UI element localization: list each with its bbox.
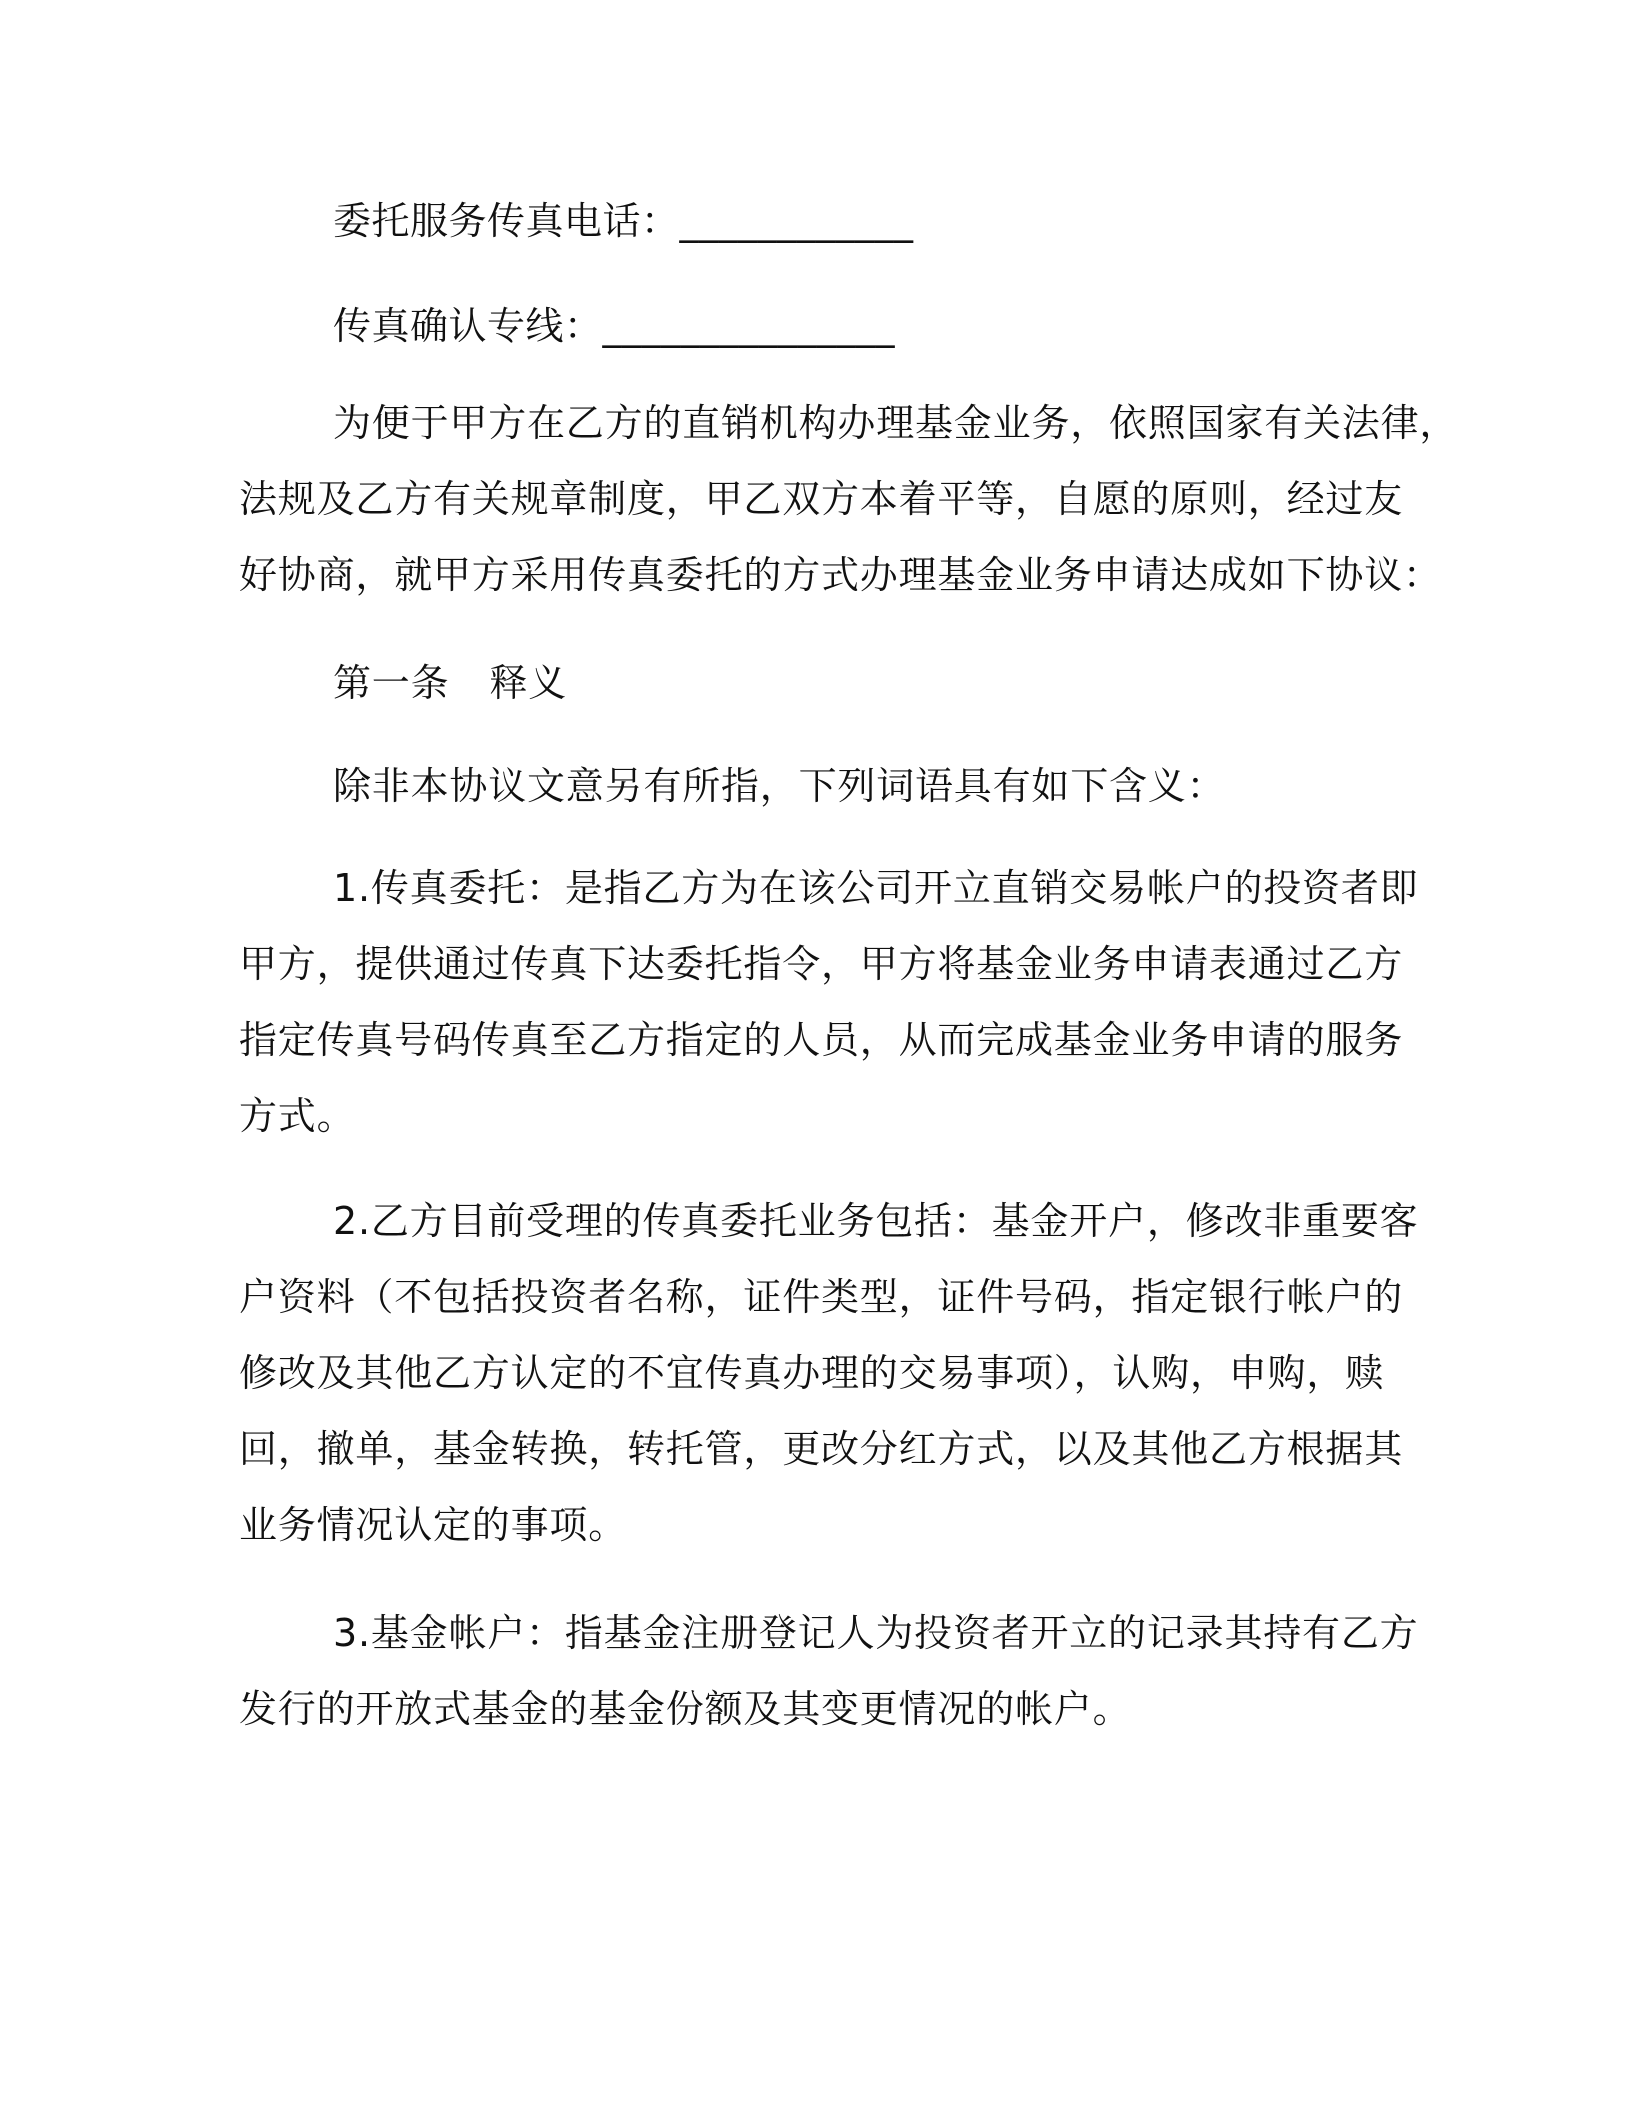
item1-line: 甲方，提供通过传真下达委托指令，甲方将基金业务申请表通过乙方 xyxy=(239,942,1404,986)
item3-line: 3.基金帐户：指基金注册登记人为投资者开立的记录其持有乙方 xyxy=(333,1611,1419,1655)
definition-item-3 xyxy=(239,1595,1419,1747)
definition-intro-text: 除非本协议文意另有所指，下列词语具有如下含义： xyxy=(333,764,1226,808)
intro-paragraph xyxy=(239,385,1459,613)
item1-line: 1.传真委托：是指乙方为在该公司开立直销交易帐户的投资者即 xyxy=(333,866,1419,910)
fax-confirm-label: 传真确认专线： xyxy=(333,304,603,348)
article-number: 第一条 xyxy=(333,661,450,705)
item1-line: 指定传真号码传真至乙方指定的人员，从而完成基金业务申请的服务 xyxy=(239,1018,1404,1062)
item2-line: 2.乙方目前受理的传真委托业务包括：基金开户，修改非重要客 xyxy=(333,1199,1419,1243)
fax-confirm-blank: _______________ xyxy=(602,304,896,348)
item2-line: 业务情况认定的事项。 xyxy=(239,1503,628,1547)
definition-item-1 xyxy=(239,850,1419,1154)
item2-line: 回，撤单，基金转换，转托管，更改分红方式，以及其他乙方根据其 xyxy=(239,1427,1404,1471)
item2-line: 户资料（不包括投资者名称，证件类型，证件号码，指定银行帐户的 xyxy=(239,1275,1404,1319)
article-heading xyxy=(333,645,933,721)
item3-line: 发行的开放式基金的基金份额及其变更情况的帐户。 xyxy=(239,1687,1132,1731)
article-title: 释义 xyxy=(489,661,568,705)
intro-line: 法规及乙方有关规章制度，甲乙双方本着平等，自愿的原则，经过友 xyxy=(239,477,1404,521)
intro-line: 为便于甲方在乙方的直销机构办理基金业务，依照国家有关法律， xyxy=(333,401,1459,445)
fax-phone-label: 委托服务传真电话： xyxy=(333,199,680,243)
fax-phone-blank: ____________ xyxy=(679,199,914,243)
definition-intro xyxy=(333,748,1473,824)
definition-item-2 xyxy=(239,1183,1419,1563)
item1-line: 方式。 xyxy=(239,1094,356,1138)
item2-line: 修改及其他乙方认定的不宜传真办理的交易事项），认购，申购，赎 xyxy=(239,1351,1385,1395)
fax-confirm-line xyxy=(333,295,1473,350)
fax-phone-line xyxy=(333,190,1473,245)
intro-line: 好协商，就甲方采用传真委托的方式办理基金业务申请达成如下协议： xyxy=(239,553,1442,597)
